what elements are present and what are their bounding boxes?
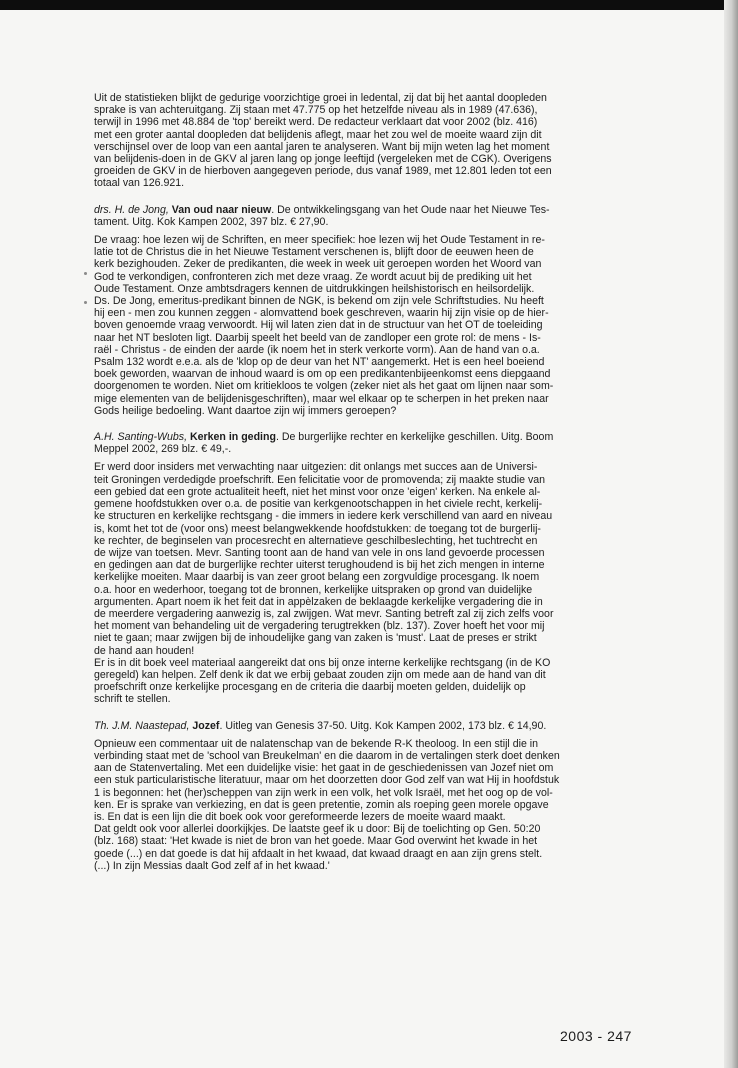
text-line: niet te gaan; maar zwijgen bij de inhoudelijke gang van zaken is 'must'. Laat de preses er strikt — [94, 632, 537, 645]
text-line: teit Groningen verdedigde proefschrift. Een felicitatie voor de promovenda; zij maakte studie van — [94, 473, 546, 486]
book-citation — [94, 431, 640, 455]
text-line: aan de Statenvertaling. Met een duidelijke visie: het gaat in de geschiedenissen van Jozef niet om — [94, 762, 554, 775]
text-line: boek geworden, waarvan de inhoud waard is om op een predikantenbijeenkomst eens diepgaand — [94, 368, 551, 381]
text-line: ken. Er is sprake van verkiezing, en dat is geen pretentie, zomin als roeping geen morele opgave — [94, 798, 549, 811]
book-title: Kerken in geding — [189, 431, 276, 444]
article-page — [94, 92, 640, 872]
citation-first-line — [94, 204, 640, 216]
book-details: . De ontwikkelingsgang van het Oude naar het Nieuwe Tes- — [271, 203, 550, 216]
review-paragraph — [94, 738, 640, 823]
text-line: totaal van 126.921. — [94, 177, 185, 190]
text-line: gemene hoofdstukken over o.a. de positie van kerkgenootschappen in het civiele recht, kerkelij- — [94, 498, 543, 511]
text-line: en gedingen aan dat de burgerlijke rechter uiterst terughoudend is bij het zich mengen in interne — [94, 559, 545, 572]
text-line: o.a. hoor en wederhoor, toegang tot de bronnen, kerkelijke uitspraken op grond van duidelijke — [94, 583, 533, 596]
text-line: latie tot de Christus die in het Nieuwe Testament verschenen is, blijft door de eeuwen heen de — [94, 246, 534, 259]
text-line: hij een - men zou kunnen zeggen - alomvattend boek geschreven, waarin hij zijn visie op de hier- — [94, 307, 549, 320]
text-line: Dat geldt ook voor allerlei doorkijkjes. De laatste geef ik u door: Bij de toelichting op Gen. 50:20 — [94, 823, 541, 836]
text-line: proefschrift onze kerkelijke procesgang en de criteria die daarbij moeten gelden, duidelijk op — [94, 681, 526, 694]
review-paragraph — [94, 461, 640, 656]
text-line: goede (...) en dat goede is dat hij afdaalt in het kwaad, dat kwaad draagt en aan zijn grens stelt. — [94, 847, 543, 860]
text-line: Er werd door insiders met verwachting naar uitgezien: dit onlangs met succes aan de Universi- — [94, 461, 538, 474]
text-line: Er is in dit boek veel materiaal aangereikt dat ons bij onze interne kerkelijke rechtsgang (in de KO — [94, 656, 551, 669]
text-line: met een groter aantal doopleden dat belijdenis aflegt, maar het zou wel de moeite waard zijn dit — [94, 128, 542, 141]
text-line: de hand aan houden! — [94, 644, 195, 657]
citation-first-line — [94, 720, 640, 732]
book-citation — [94, 204, 640, 228]
book-review — [94, 204, 640, 417]
book-title: Van oud naar nieuw — [171, 203, 272, 216]
book-review — [94, 431, 640, 705]
text-line: doorgenomen te worden. Niet om kritiekloos te volgen (zeker niet als het gaat om lijnen naar som- — [94, 380, 554, 393]
text-line: 1 is begonnen: het (her)scheppen van zijn werk in een volk, het volk Israël, met het oog op de vol- — [94, 786, 553, 799]
text-line: God te verkondigen, confronteren zich met deze vraag. Ze wordt acuut bij de prediking uit het — [94, 270, 532, 283]
book-author: A.H. Santing-Wubs, — [94, 431, 188, 444]
text-line: argumenten. Apart noem ik het feit dat in appèlzaken de beklaagde kerkelijke vergadering die in — [94, 595, 543, 608]
text-line: sprake is van achteruitgang. Zij staan met 47.775 op het hetzelfde niveau als in 1989 (47.636), — [94, 104, 538, 117]
text-line: is. En dat is een lijn die dit boek ook voor gereformeerde lezers de moeite waard maakt. — [94, 810, 506, 823]
text-line: geregeld) kan helpen. Zelf denk ik dat we erbij gebaat zouden zijn om mede aan de hand van dit — [94, 668, 546, 681]
text-line: naar het NT besloten ligt. Daarbij speelt het beeld van de zandloper een grote rol: de mens - Is- — [94, 331, 541, 344]
text-line: een gebied dat een grote actualiteit heeft, niet het minst voor onze 'eigen' kerken. Na enkele al- — [94, 485, 541, 498]
text-line: van belijdenis-doen in de GKV al jaren lang op jonge leeftijd (vergeleken met de CGK). Overigens — [94, 153, 552, 166]
book-details: . De burgerlijke rechter en kerkelijke geschillen. Uitg. Boom — [275, 431, 554, 444]
book-citation — [94, 720, 640, 732]
text-line: terwijl in 1996 met 48.884 de 'top' bereikt werd. De redacteur verklaart dat voor 2002 (blz. 416) — [94, 116, 538, 129]
review-paragraph — [94, 657, 640, 706]
text-line: verschijnsel over de loop van een aantal jaren te analyseren. Want bij mijn weten lag het moment — [94, 140, 550, 153]
text-line: Gods heilige bedoeling. Want daartoe zijn wij immers geroepen? — [94, 404, 397, 417]
text-line: Meppel 2002, 269 blz. € 49,-. — [94, 443, 232, 456]
citation-first-line — [94, 431, 640, 443]
text-line: Uit de statistieken blijkt de gedurige voorzichtige groei in ledental, zij dat bij het aantal doopleden — [94, 92, 547, 104]
text-line: (...) In zijn Messias daalt God zelf af in het kwaad.' — [94, 859, 330, 872]
text-line: (blz. 168) staat: 'Het kwade is niet de bron van het goede. Maar God overwint het kwade in het — [94, 835, 538, 848]
text-line: verbinding staat met de 'school van Breukelman' en die daarom in de vertalingen sterk doet denken — [94, 749, 560, 762]
text-line: Oude Testament. Onze ambtsdragers kennen de uitdrukkingen heilshistorisch en heilsordelijk. — [94, 282, 535, 295]
margin-speck — [84, 301, 87, 304]
scan-border-right — [724, 0, 738, 1068]
text-line: Psalm 132 wordt e.e.a. als de 'klop op de deur van het NT' aangemerkt. Het is een heel boeiend — [94, 356, 545, 369]
intro-paragraph — [94, 92, 640, 190]
text-line: de wijze van toetsen. Mevr. Santing toont aan de hand van vele in ons land gevoerde processen — [94, 546, 545, 559]
text-line: mige elementen van de belijdenisgeschriften), maar wel elkaar op te scherpen in het preken naar — [94, 392, 549, 405]
book-review — [94, 720, 640, 872]
book-details: . Uitleg van Genesis 37-50. Uitg. Kok Kampen 2002, 173 blz. € 14,90. — [219, 719, 547, 732]
text-line: tament. Uitg. Kok Kampen 2002, 397 blz. € 27,90. — [94, 215, 329, 228]
scan-border-top — [0, 0, 738, 10]
text-line: de meerdere vergadering aanwezig is, zal zwijgen. Wat mevr. Santing betreft zal zij zich zelfs voor — [94, 607, 554, 620]
review-paragraph — [94, 823, 640, 872]
book-author: Th. J.M. Naastepad, — [94, 719, 190, 732]
text-line: het moment van behandeling uit de vergadering terugtrekken (blz. 137). Zover hoeft het voor mij — [94, 620, 545, 633]
text-line: Ds. De Jong, emeritus-predikant binnen de NGK, is bekend om zijn vele Schriftstudies. Nu heeft — [94, 295, 544, 308]
margin-speck — [84, 272, 87, 275]
text-line: De vraag: hoe lezen wij de Schriften, en meer specifiek: hoe lezen wij het Oude Testament in re- — [94, 234, 545, 247]
book-title: Jozef — [192, 719, 220, 732]
text-line: ke structuren en kerkelijke rechtsgang - die immers in iedere kerk verschillend van aard en niveau — [94, 510, 553, 523]
review-paragraph — [94, 234, 640, 417]
text-line: groeiden de GKV in de hierboven aangegeven periode, dus vanaf 1989, met 12.801 leden tot een — [94, 165, 552, 178]
text-line: kerk bezighouden. Zeker de predikanten, die week in week uit geroepen worden het Woord van — [94, 258, 542, 271]
text-line: een stuk particularistische literatuur, maar om het doorzetten door God zelf van wat Hij in hoofdstuk — [94, 774, 560, 787]
text-line: ke rechter, de beginselen van procesrecht en alternatieve geschilbeslechting, het tuchtrecht en — [94, 534, 538, 547]
book-reviews — [94, 204, 640, 872]
text-line: Opnieuw een commentaar uit de nalatenschap van de bekende R-K theoloog. In een stijl die in — [94, 737, 539, 750]
book-author: drs. H. de Jong, — [94, 203, 169, 216]
text-line: boven genoemde vraag verwoordt. Hij wil laten zien dat in de structuur van het OT de toeleiding — [94, 319, 543, 332]
text-line: is, komt het tot de (voor ons) meest belangwekkende hoofdstukken: de toegang tot de burgerlij- — [94, 522, 541, 535]
text-line: kerkelijke moeiten. Maar daarbij is van zeer groot belang een zorgvuldige procesgang. Ik noem — [94, 571, 540, 584]
page-number: 2003 - 247 — [560, 1028, 632, 1044]
text-line: schrift te stellen. — [94, 693, 171, 706]
text-line: raël - Christus - de einden der aarde (ik noem het in sterk verkorte vorm). Aan de hand van o.a. — [94, 343, 540, 356]
